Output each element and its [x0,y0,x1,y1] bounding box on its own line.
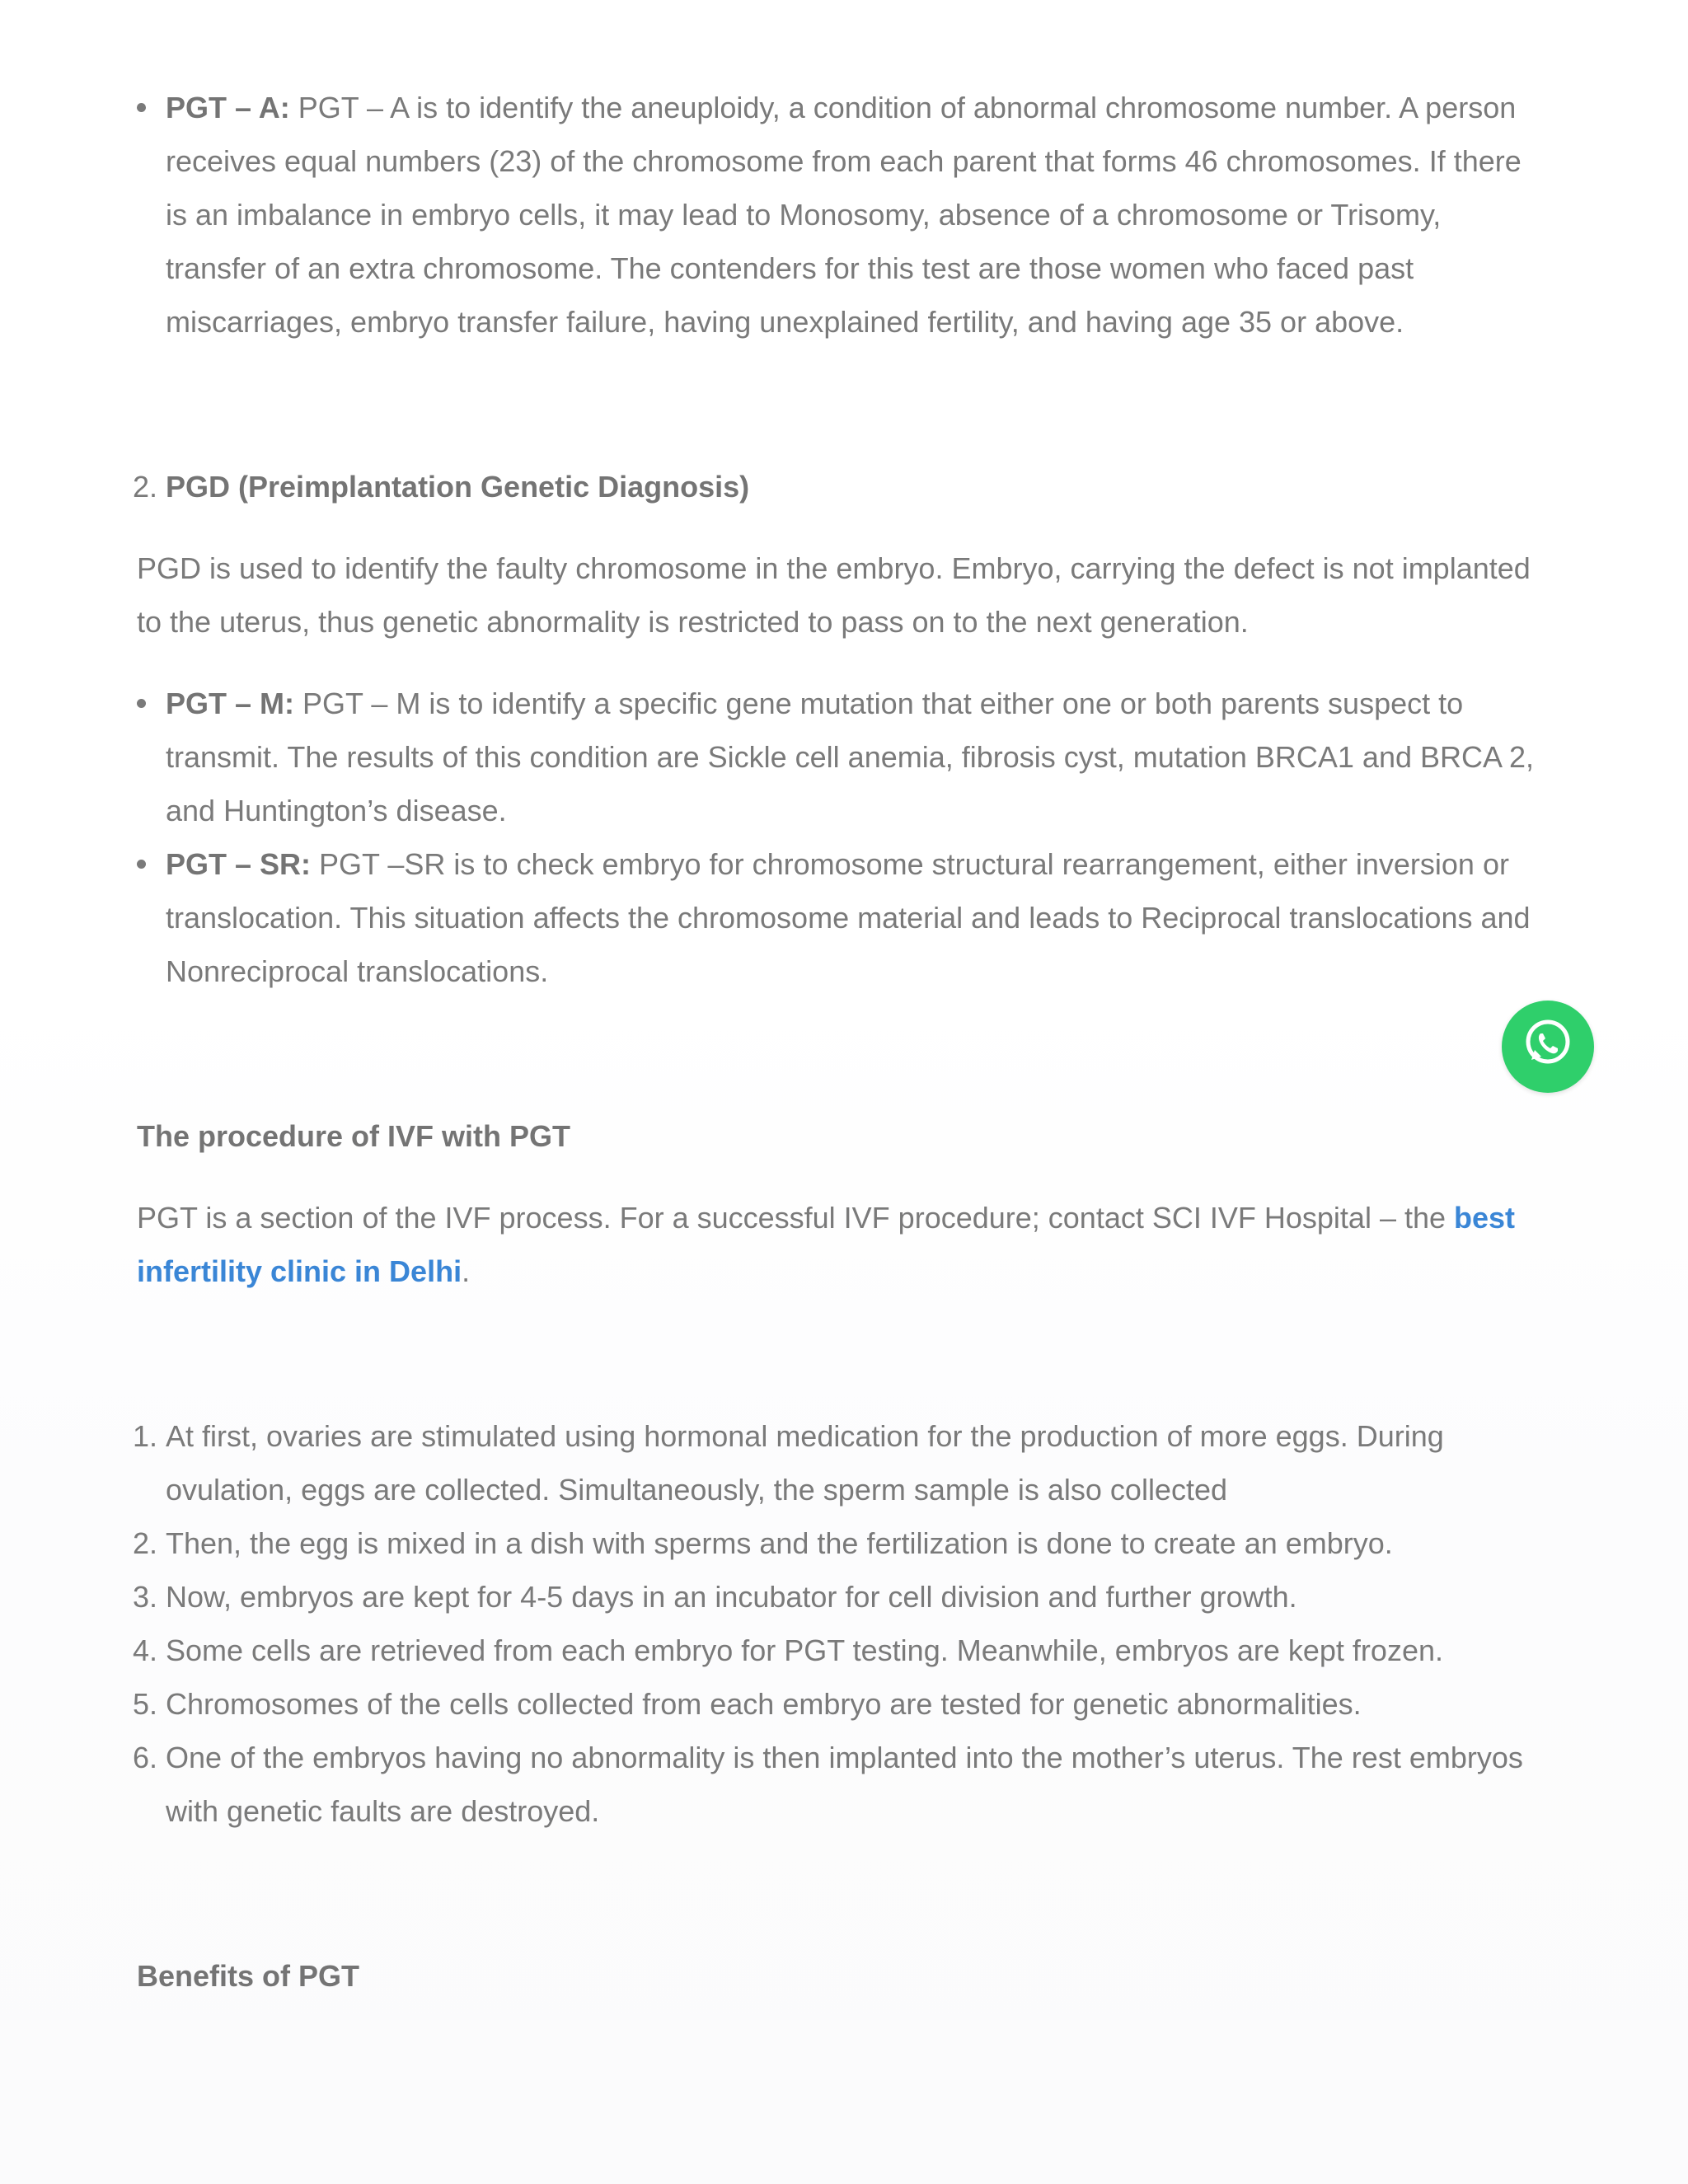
benefits-heading: Benefits of PGT [137,1959,360,1993]
bullet-dot [137,103,146,112]
step-text: Now, embryos are kept for 4-5 days in an incubator for cell division and further growth. [166,1580,1297,1614]
step-number: 4. [133,1633,158,1667]
procedure-intro-text: PGT is a section of the IVF process. For a successful IVF procedure; contact SCI IVF Hospital – the [137,1201,1455,1235]
pgd-heading [133,460,1546,513]
pgt-a-list [137,81,1546,349]
pgd-paragraph: PGD is used to identify the faulty chromosome in the embryo. Embryo, carrying the defect is not implanted to the uterus, thus genetic abnormality is restricted to pass on to the next generation. [137,551,1531,639]
article-content [133,81,1546,2003]
whatsapp-button[interactable] [1502,1001,1594,1093]
step-text: One of the embryos having no abnormality is then implanted into the mother’s uterus. The rest embryos with genetic faults are destroyed. [166,1741,1523,1828]
pgt-a-label: PGT – A: [166,91,290,124]
pgt-sr-text: PGT –SR is to check embryo for chromosome structural rearrangement, either inversion or translocation. This situation affects the chromosome material and leads to Reciprocal translocations and Nonreciprocal translocations. [166,847,1531,988]
procedure-step [133,1516,1546,1570]
pgt-m-label: PGT – M: [166,687,295,720]
step-number: 1. [133,1419,158,1453]
step-number: 2. [133,1526,158,1560]
procedure-step [133,1677,1546,1731]
best-infertility-clinic-link[interactable]: best infertility clinic in Delhi [137,1201,1516,1288]
step-number: 6. [133,1741,158,1774]
step-text: At first, ovaries are stimulated using hormonal medication for the production of more eggs. During ovulation, eggs are collected. Simultaneously, the sperm sample is also collected [166,1419,1444,1507]
bullet-dot [137,860,146,869]
procedure-heading: The procedure of IVF with PGT [137,1119,571,1153]
procedure-step [133,1409,1546,1516]
pgd-number: 2. [133,470,158,504]
pgt-a-text: PGT – A is to identify the aneuploidy, a condition of abnormal chromosome number. A person receives equal numbers (23) of the chromosome from each parent that forms 46 chromosomes. If there is an imbalance in embryo cells, it may lead to Monosomy, absence of a chromosome or Trisomy, transfer of an extra chromosome. The contenders for this test are those women who faced past miscarriages, embryo transfer failure, having unexplained fertility, and having age 35 or above. [166,91,1522,339]
procedure-steps-list [133,1409,1546,1838]
list-item-pgt-sr [137,837,1546,998]
procedure-step [133,1570,1546,1624]
step-text: Some cells are retrieved from each embryo for PGT testing. Meanwhile, embryos are kept frozen. [166,1633,1443,1667]
whatsapp-icon [1522,1017,1574,1070]
procedure-intro-end: . [462,1254,471,1288]
step-number: 5. [133,1687,158,1721]
pgt-m-text: PGT – M is to identify a specific gene mutation that either one or both parents suspect to transmit. The results of this condition are Sickle cell anemia, fibrosis cyst, mutation BRCA1 and BRCA 2, and Huntington’s disease. [166,687,1535,827]
pgt-m-sr-list [137,677,1546,998]
procedure-step [133,1731,1546,1838]
pgt-sr-label: PGT – SR: [166,847,312,881]
list-item-pgt-m [137,677,1546,837]
list-item-pgt-a [137,81,1546,349]
procedure-intro [137,1191,1546,1298]
procedure-step [133,1624,1546,1677]
step-text: Chromosomes of the cells collected from each embryo are tested for genetic abnormalities. [166,1687,1362,1721]
step-number: 3. [133,1580,158,1614]
bullet-dot [137,699,146,708]
pgd-heading-text: PGD (Preimplantation Genetic Diagnosis) [166,470,750,504]
step-text: Then, the egg is mixed in a dish with sperms and the fertilization is done to create an embryo. [166,1526,1393,1560]
